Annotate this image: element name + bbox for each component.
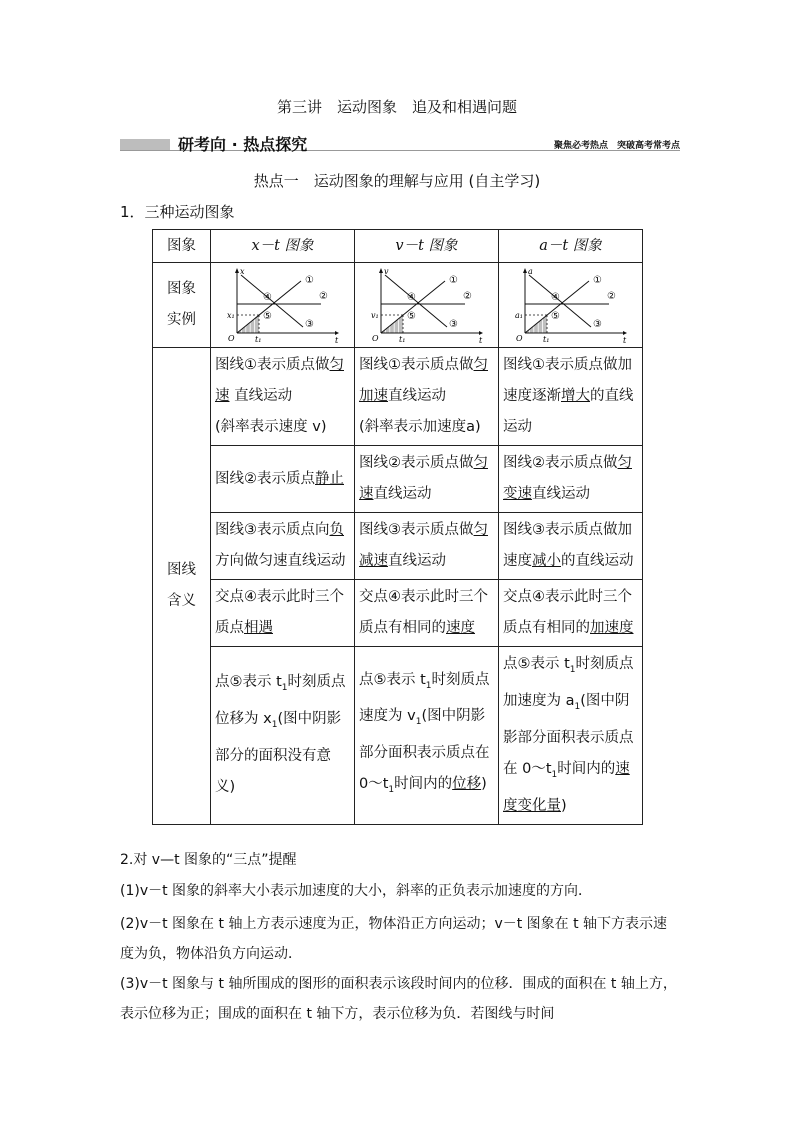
origin-label: O xyxy=(227,334,235,343)
section2-paragraph-2: (2)v－t 图象在 t 轴上方表示速度为正，物体沿正方向运动；v－t 图象在 t 轴下方表示速度为负，物体沿负方向运动． xyxy=(120,916,668,962)
x-axis-label: t xyxy=(334,336,338,345)
table-header-row xyxy=(153,230,643,263)
banner-bar xyxy=(120,139,170,150)
graph-label-4: ④ xyxy=(406,292,416,303)
section2-paragraph-3: (3)v－t 图象与 t 轴所围成的图形的面积表示该段时间内的位移．围成的面积在 t 轴上方，表示位移为正；围成的面积在 t 轴下方，表示位移为负．若图线与时间 xyxy=(120,976,677,1022)
meaning-cell: 图线②表示质点静止 xyxy=(211,446,355,513)
meaning-cell: 交点④表示此时三个质点有相同的速度 xyxy=(355,580,499,647)
hotspot-heading: 热点一 运动图象的理解与应用 (自主学习) xyxy=(253,172,541,190)
meaning-cell: 图线③表示质点向负 方向做匀速直线运动 xyxy=(211,513,355,580)
y-axis-arrow xyxy=(523,268,527,273)
x-axis-arrow xyxy=(335,331,339,335)
section1-heading: 1．三种运动图象 xyxy=(120,203,235,221)
meaning-cell: 图线②表示质点做匀速直线运动 xyxy=(355,446,499,513)
graph-line-1 xyxy=(525,281,589,333)
page-title: 第三讲 运动图象 追及和相遇问题 xyxy=(276,98,517,116)
table-row xyxy=(153,446,643,513)
x-axis-arrow xyxy=(623,331,627,335)
table-row xyxy=(153,647,643,825)
graph-label-5: ⑤ xyxy=(406,311,416,322)
graph-line-3 xyxy=(385,275,447,327)
motion-graph-table xyxy=(152,229,643,825)
graph-line-1 xyxy=(381,281,445,333)
y-axis-arrow xyxy=(235,268,239,273)
banner-title: 研考向 · 热点探究 xyxy=(178,135,308,154)
header-at: a－t 图象 xyxy=(539,238,602,254)
origin-label: O xyxy=(515,334,523,343)
header-xt: x－t 图象 xyxy=(251,238,314,254)
header-cell: 图象 xyxy=(153,230,211,263)
section2-title: 2.对 v—t 图象的“三点”提醒 xyxy=(120,852,297,868)
x-axis-label: t xyxy=(478,336,482,345)
x-axis-arrow xyxy=(479,331,483,335)
graph-label-1: ① xyxy=(448,275,458,286)
table-example-row xyxy=(153,263,643,348)
graph-label-3: ③ xyxy=(304,319,314,330)
y-axis-arrow xyxy=(379,268,383,273)
chart-cell xyxy=(211,263,355,348)
meaning-cell: 图线②表示质点做匀变速直线运动 xyxy=(499,446,643,513)
graph-line-1 xyxy=(237,281,301,333)
table-row xyxy=(153,580,643,647)
graph-label-2: ② xyxy=(462,291,472,302)
graph-line-3 xyxy=(241,275,303,327)
graph-label-3: ③ xyxy=(448,319,458,330)
graph-label-2: ② xyxy=(606,291,616,302)
x-marker-label: t₁ xyxy=(398,335,405,344)
meaning-cell: 图线③表示质点做匀减速直线运动 xyxy=(355,513,499,580)
graph-label-1: ① xyxy=(304,275,314,286)
x-marker-label: t₁ xyxy=(542,335,549,344)
chart-cell xyxy=(355,263,499,348)
y-axis-label: x xyxy=(239,267,245,276)
section-banner xyxy=(120,132,680,154)
xt-chart xyxy=(223,265,343,345)
table-row xyxy=(153,348,643,446)
y-marker-label: a₁ xyxy=(514,311,523,320)
meaning-cell: 点⑤表示 $t_1$时刻质点位移为 $x_1$(图中阴影部分的面积没有意义) xyxy=(211,647,355,825)
meaning-cell: 交点④表示此时三个质点相遇 xyxy=(211,580,355,647)
origin-label: O xyxy=(371,334,379,343)
y-axis-label: a xyxy=(527,267,533,276)
graph-label-1: ① xyxy=(592,275,602,286)
meaning-cell: 点⑤表示 $t_1$时刻质点速度为 $v_1$(图中阴影部分面积表示质点在 $0\sim t_1$时间内的位移) xyxy=(355,647,499,825)
header-cell xyxy=(355,230,499,263)
meaning-cell: 图线①表示质点做匀加速直线运动 (斜率表示加速度a) xyxy=(355,348,499,446)
y-axis-label: v xyxy=(383,267,389,276)
example-label: 图象实例 xyxy=(153,263,211,348)
table-row xyxy=(153,513,643,580)
y-marker-label: v₁ xyxy=(370,311,379,320)
graph-label-4: ④ xyxy=(550,292,560,303)
meaning-cell: 点⑤表示 $t_1$时刻质点加速度为 $a_1$(图中阴影部分面积表示质点在 $0\sim t_1$时间内的速度变化量) xyxy=(499,647,643,825)
meaning-cell: 图线①表示质点做加速度逐渐增大的直线运动 xyxy=(499,348,643,446)
meaning-label: 图线含义 xyxy=(153,348,211,825)
x-axis-label: t xyxy=(622,336,626,345)
chart-cell xyxy=(499,263,643,348)
graph-label-5: ⑤ xyxy=(262,311,272,322)
header-cell xyxy=(211,230,355,263)
meaning-cell: 图线③表示质点做加速度减小的直线运动 xyxy=(499,513,643,580)
graph-label-3: ③ xyxy=(592,319,602,330)
x-marker-label: t₁ xyxy=(254,335,261,344)
y-marker-label: x₁ xyxy=(226,311,235,320)
at-chart xyxy=(511,265,631,345)
header-vt: v－t 图象 xyxy=(395,238,458,254)
vt-chart xyxy=(367,265,487,345)
graph-label-2: ② xyxy=(318,291,328,302)
graph-label-5: ⑤ xyxy=(550,311,560,322)
meaning-cell: 图线①表示质点做匀速 直线运动 (斜率表示速度 v) xyxy=(211,348,355,446)
section2-paragraph-1: (1)v－t 图象的斜率大小表示加速度的大小，斜率的正负表示加速度的方向． xyxy=(120,883,593,899)
graph-label-4: ④ xyxy=(262,292,272,303)
meaning-cell: 交点④表示此时三个质点有相同的加速度 xyxy=(499,580,643,647)
header-cell xyxy=(499,230,643,263)
banner-right-text: 聚焦必考热点 突破高考常考点 xyxy=(553,141,680,151)
graph-line-3 xyxy=(529,275,591,327)
